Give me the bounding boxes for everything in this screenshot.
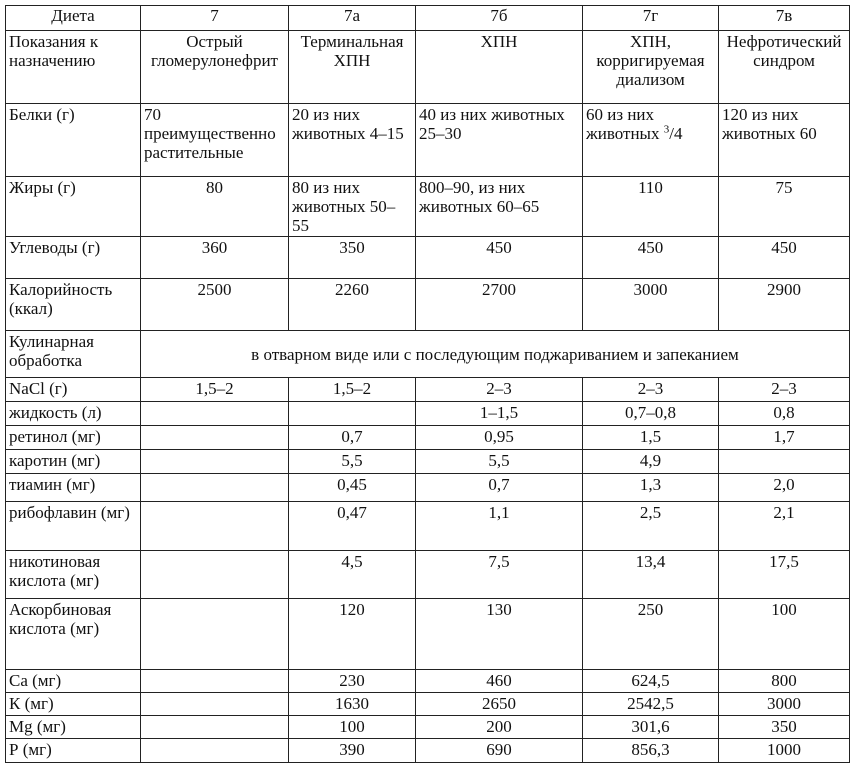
cell (719, 450, 850, 474)
cell: 690 (416, 739, 583, 763)
row-label: Белки (г) (6, 104, 141, 177)
table-row (6, 450, 850, 474)
fraction-denominator: /4 (669, 124, 683, 143)
cell: 230 (289, 670, 416, 693)
row-label: Аскорбиновая кислота (мг) (6, 599, 141, 670)
cell: 460 (416, 670, 583, 693)
row-label: каротин (мг) (6, 450, 141, 474)
row-label: Калорийность (ккал) (6, 279, 141, 331)
cell: 13,4 (583, 551, 719, 599)
cell: 1630 (289, 693, 416, 716)
row-label: NaCl (г) (6, 378, 141, 402)
cell: 450 (719, 237, 850, 279)
fraction-numerator: 3 (663, 123, 670, 136)
diet-table (5, 5, 850, 763)
table-row (6, 693, 850, 716)
table-row (6, 739, 850, 763)
cell: 0,45 (289, 474, 416, 502)
cell: 1000 (719, 739, 850, 763)
cell: 0,8 (719, 402, 850, 426)
diet-7a: 7а (289, 6, 416, 31)
cell: 2650 (416, 693, 583, 716)
cell: Нефротический синдром (719, 31, 850, 104)
cell: ХПН, корригируемая диализом (583, 31, 719, 104)
table-row (6, 502, 850, 551)
table-row (6, 716, 850, 739)
cell (141, 426, 289, 450)
cell: 390 (289, 739, 416, 763)
cell: 120 из них животных 60 (719, 104, 850, 177)
cell: 450 (416, 237, 583, 279)
cell: 350 (719, 716, 850, 739)
table-row (6, 599, 850, 670)
cell: 301,6 (583, 716, 719, 739)
cell: 2260 (289, 279, 416, 331)
cell: 80 (141, 177, 289, 237)
cell (141, 739, 289, 763)
cell: 0,7 (416, 474, 583, 502)
cell: 0,7 (289, 426, 416, 450)
row-label: Жиры (г) (6, 177, 141, 237)
table-row (6, 378, 850, 402)
row-label: Показания к назначению (6, 31, 141, 104)
cell: 1–1,5 (416, 402, 583, 426)
diet-7b: 7б (416, 6, 583, 31)
cell (141, 474, 289, 502)
cell: 5,5 (416, 450, 583, 474)
cell: 2–3 (583, 378, 719, 402)
cell: 0,47 (289, 502, 416, 551)
table-row (6, 402, 850, 426)
cooking-row (6, 331, 850, 378)
cell: Острый гломерулонефрит (141, 31, 289, 104)
cell: 2–3 (719, 378, 850, 402)
diet-7g: 7г (583, 6, 719, 31)
cell: 100 (289, 716, 416, 739)
cell: 80 из них животных 50–55 (289, 177, 416, 237)
cell (141, 450, 289, 474)
cell: 2500 (141, 279, 289, 331)
row-label: рибофлавин (мг) (6, 502, 141, 551)
cell: ХПН (416, 31, 583, 104)
fats-row (6, 177, 850, 237)
cell: 17,5 (719, 551, 850, 599)
row-label: тиамин (мг) (6, 474, 141, 502)
cell: 800 (719, 670, 850, 693)
row-label: Р (мг) (6, 739, 141, 763)
cell: 1,7 (719, 426, 850, 450)
cell: Терминальная ХПН (289, 31, 416, 104)
cell: 2–3 (416, 378, 583, 402)
cell: 2,1 (719, 502, 850, 551)
cell: 2542,5 (583, 693, 719, 716)
cell: 360 (141, 237, 289, 279)
row-label: Кулинарная обработка (6, 331, 141, 378)
cell (141, 670, 289, 693)
cell: 110 (583, 177, 719, 237)
cell: 2900 (719, 279, 850, 331)
cell: 2700 (416, 279, 583, 331)
header-row (6, 6, 850, 31)
cell: 1,3 (583, 474, 719, 502)
cell: 856,3 (583, 739, 719, 763)
cell: 0,7–0,8 (583, 402, 719, 426)
cell: 800–90, из них животных 60–65 (416, 177, 583, 237)
cell: 7,5 (416, 551, 583, 599)
row-label: Mg (мг) (6, 716, 141, 739)
cell: 350 (289, 237, 416, 279)
diet-7: 7 (141, 6, 289, 31)
cell: 624,5 (583, 670, 719, 693)
cell: 3000 (583, 279, 719, 331)
cell: 450 (583, 237, 719, 279)
cell: 250 (583, 599, 719, 670)
cell-fraction (583, 104, 719, 177)
cell (141, 599, 289, 670)
cell: 120 (289, 599, 416, 670)
cell: 130 (416, 599, 583, 670)
cell: 75 (719, 177, 850, 237)
diet-7v: 7в (719, 6, 850, 31)
cell: 0,95 (416, 426, 583, 450)
cell: 100 (719, 599, 850, 670)
cell (141, 402, 289, 426)
cell-text: 60 из них животных (586, 105, 660, 143)
cell: 2,0 (719, 474, 850, 502)
row-label: ретинол (мг) (6, 426, 141, 450)
cell: 1,5–2 (141, 378, 289, 402)
cell (141, 502, 289, 551)
row-label: Са (мг) (6, 670, 141, 693)
proteins-row (6, 104, 850, 177)
cell: 40 из них животных 25–30 (416, 104, 583, 177)
cell (141, 716, 289, 739)
cooking-method: в отварном виде или с последующим поджариванием и запеканием (141, 331, 850, 378)
cell: 70 преимущественно растительные (141, 104, 289, 177)
cell: 1,5 (583, 426, 719, 450)
row-label: никотиновая кислота (мг) (6, 551, 141, 599)
cell: 20 из них животных 4–15 (289, 104, 416, 177)
cell: 1,1 (416, 502, 583, 551)
indications-row (6, 31, 850, 104)
cell: 3000 (719, 693, 850, 716)
row-label: жидкость (л) (6, 402, 141, 426)
cell: 200 (416, 716, 583, 739)
cell: 4,5 (289, 551, 416, 599)
cell: 2,5 (583, 502, 719, 551)
cell: 1,5–2 (289, 378, 416, 402)
table-row (6, 426, 850, 450)
cell: 5,5 (289, 450, 416, 474)
cell: 4,9 (583, 450, 719, 474)
row-label: Углеводы (г) (6, 237, 141, 279)
cell (141, 551, 289, 599)
table-row (6, 670, 850, 693)
table-row (6, 551, 850, 599)
table-row (6, 474, 850, 502)
row-label: К (мг) (6, 693, 141, 716)
calories-row (6, 279, 850, 331)
carbs-row (6, 237, 850, 279)
header-label: Диета (6, 6, 141, 31)
cell (141, 693, 289, 716)
cell (289, 402, 416, 426)
